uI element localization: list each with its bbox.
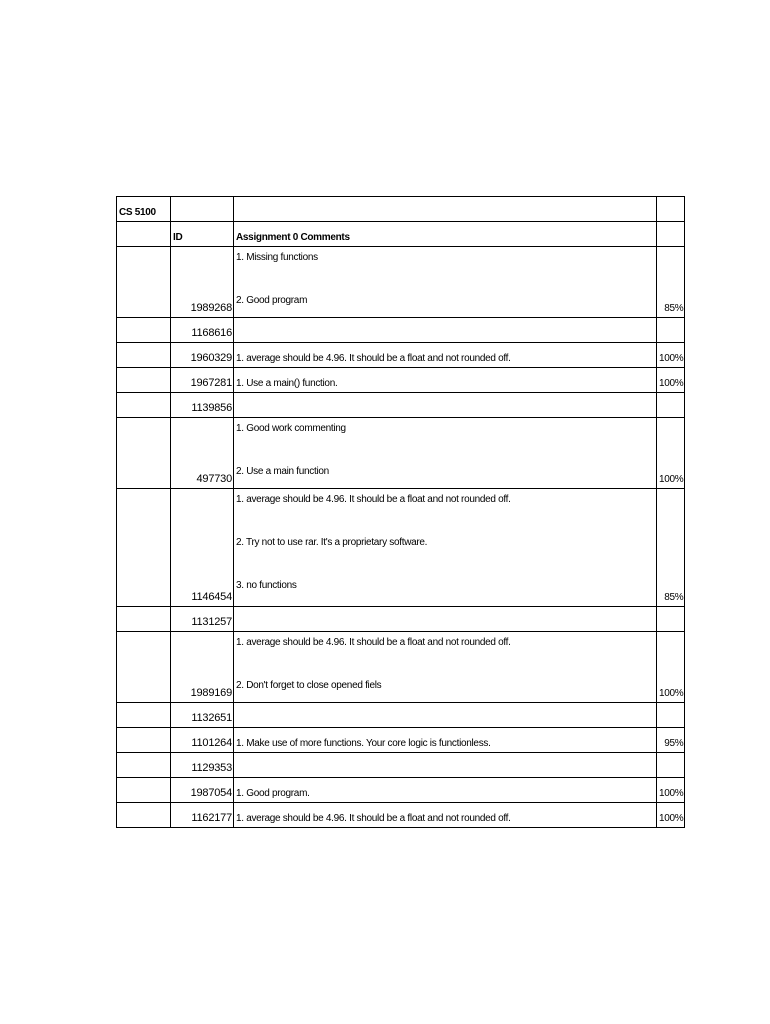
student-id: 1131257	[171, 607, 234, 632]
comment-line: 1. average should be 4.96. It should be a float and not rounded off.	[236, 353, 511, 364]
student-row	[117, 393, 685, 418]
student-id: 1146454	[171, 489, 234, 607]
student-row	[117, 607, 685, 632]
student-id: 1139856	[171, 393, 234, 418]
grade: 100%	[657, 418, 685, 489]
student-row	[117, 368, 685, 393]
empty-cell	[117, 343, 171, 368]
empty-cell	[117, 778, 171, 803]
student-row	[117, 728, 685, 753]
student-row	[117, 778, 685, 803]
student-id: 1168616	[171, 318, 234, 343]
comments-cell	[234, 393, 657, 418]
grade	[657, 753, 685, 778]
student-id: 1101264	[171, 728, 234, 753]
empty-cell	[234, 197, 657, 222]
student-id: 1987054	[171, 778, 234, 803]
empty-cell	[657, 222, 685, 247]
empty-cell	[117, 247, 171, 318]
course-header-row	[117, 197, 685, 222]
student-id: 497730	[171, 418, 234, 489]
grade: 85%	[657, 247, 685, 318]
comments-cell	[234, 778, 657, 803]
comment-line: 1. Use a main() function.	[236, 378, 338, 389]
student-id: 1132651	[171, 703, 234, 728]
empty-cell	[117, 753, 171, 778]
comment-line: 1. average should be 4.96. It should be a float and not rounded off.	[236, 813, 511, 824]
student-row	[117, 247, 685, 318]
grade: 100%	[657, 803, 685, 828]
comment-line: 2. Use a main function	[236, 466, 329, 477]
grade: 100%	[657, 632, 685, 703]
student-id: 1960329	[171, 343, 234, 368]
empty-cell	[117, 489, 171, 607]
student-row	[117, 343, 685, 368]
column-header-row	[117, 222, 685, 247]
comment-line: 1. average should be 4.96. It should be a float and not rounded off.	[236, 637, 511, 648]
grade: 100%	[657, 778, 685, 803]
comments-column-header: Assignment 0 Comments	[234, 222, 657, 247]
grades-table	[116, 196, 685, 828]
grades-table-body	[117, 197, 685, 828]
empty-cell	[117, 703, 171, 728]
grade	[657, 393, 685, 418]
empty-cell	[117, 368, 171, 393]
comments-cell	[234, 703, 657, 728]
comment-line: 1. Make use of more functions. Your core logic is functionless.	[236, 738, 491, 749]
comment-line: 3. no functions	[236, 580, 297, 591]
empty-cell	[117, 803, 171, 828]
comment-line: 2. Try not to use rar. It's a proprietary software.	[236, 537, 428, 548]
student-row	[117, 418, 685, 489]
comments-cell	[234, 247, 657, 318]
empty-cell	[117, 222, 171, 247]
comments-cell	[234, 418, 657, 489]
comment-line: 1. Good work commenting	[236, 423, 346, 434]
grade: 100%	[657, 368, 685, 393]
comments-cell	[234, 607, 657, 632]
student-id: 1967281	[171, 368, 234, 393]
empty-cell	[117, 418, 171, 489]
student-id: 1129353	[171, 753, 234, 778]
student-row	[117, 632, 685, 703]
comments-cell	[234, 489, 657, 607]
grade: 85%	[657, 489, 685, 607]
student-row	[117, 489, 685, 607]
grade	[657, 703, 685, 728]
comments-cell	[234, 368, 657, 393]
student-row	[117, 803, 685, 828]
empty-cell	[117, 607, 171, 632]
empty-cell	[117, 728, 171, 753]
grade: 100%	[657, 343, 685, 368]
grade	[657, 607, 685, 632]
empty-cell	[171, 197, 234, 222]
student-row	[117, 703, 685, 728]
comments-cell	[234, 632, 657, 703]
comment-line: 1. Good program.	[236, 788, 310, 799]
student-id: 1162177	[171, 803, 234, 828]
comments-cell	[234, 753, 657, 778]
comments-cell	[234, 343, 657, 368]
comment-line: 1. Missing functions	[236, 252, 318, 263]
comments-cell	[234, 803, 657, 828]
grade: 95%	[657, 728, 685, 753]
comments-cell	[234, 318, 657, 343]
student-row	[117, 753, 685, 778]
student-row	[117, 318, 685, 343]
comment-line: 2. Good program	[236, 295, 308, 306]
empty-cell	[117, 393, 171, 418]
student-id: 1989268	[171, 247, 234, 318]
id-column-header: ID	[171, 222, 234, 247]
empty-cell	[657, 197, 685, 222]
empty-cell	[117, 632, 171, 703]
comments-cell	[234, 728, 657, 753]
grade	[657, 318, 685, 343]
course-title: CS 5100	[117, 197, 171, 222]
student-id: 1989169	[171, 632, 234, 703]
empty-cell	[117, 318, 171, 343]
comment-line: 2. Don't forget to close opened fiels	[236, 680, 382, 691]
comment-line: 1. average should be 4.96. It should be a float and not rounded off.	[236, 494, 511, 505]
